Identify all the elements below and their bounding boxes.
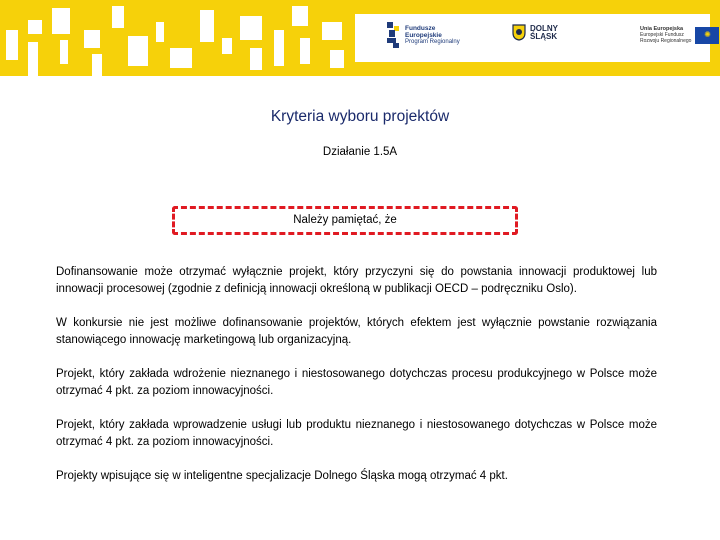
decor-block [28, 42, 38, 76]
fundusze-europejskie-logo [387, 22, 460, 48]
decor-block [200, 10, 214, 42]
notice-box: Należy pamiętać, że [172, 206, 518, 235]
decor-block [28, 20, 42, 34]
paragraph: Projekt, który zakłada wdrożenie nieznanego i niestosowanego dotychczas procesu produkcyjnego w Polsce może otrzymać 4 pkt. za poziom innowacyjności. [56, 368, 657, 397]
decor-block [92, 54, 102, 76]
paragraph: Projekty wpisujące się w inteligentne specjalizacje Dolnego Śląska mogą otrzymać 4 pkt. [56, 470, 508, 482]
paragraph: Dofinansowanie może otrzymać wyłącznie projekt, który przyczyni się do powstania innowacji produktowej lub innowacji procesowej (zgodnie z definicją innowacji określoną w publikacji OECD – podręczniku Oslo). [56, 266, 657, 295]
decor-block [274, 30, 284, 66]
decor-block [84, 30, 100, 48]
fundusze-line1: Fundusze [405, 24, 436, 32]
eu-flag-icon: ✺ [695, 27, 719, 44]
decor-block [300, 38, 310, 64]
dolny-slask-line1: DOLNY [530, 23, 558, 33]
ue-line1: Unia Europejska [640, 26, 684, 32]
dolny-slask-crest-icon [512, 24, 526, 41]
decor-block [222, 38, 232, 54]
body-text [56, 264, 657, 502]
decor-block [240, 16, 262, 40]
fundusze-europejskie-icon [387, 22, 401, 48]
decor-block [6, 30, 18, 60]
dolny-slask-text [530, 25, 558, 41]
fundusze-line2: Europejskie [405, 31, 442, 39]
decor-block [52, 8, 70, 34]
decor-block [112, 6, 124, 28]
paragraph: Projekt, który zakłada wprowadzenie usługi lub produktu nieznanego i niestosowanego dotychczas w Polsce może otrzymać 4 pkt. za poziom innowacyjności. [56, 419, 657, 448]
ue-logo-text [640, 26, 691, 44]
decor-block [156, 22, 164, 42]
decor-block [292, 6, 308, 26]
page-title: Kryteria wyboru projektów [270, 108, 450, 125]
unia-europejska-logo [640, 26, 719, 44]
fundusze-line3: Program Regionalny [405, 38, 460, 45]
dolny-slask-logo [512, 24, 558, 41]
dolny-slask-line2: ŚLĄSK [530, 31, 558, 41]
header-banner [0, 0, 720, 76]
page-subtitle: Działanie 1.5A [322, 146, 398, 158]
decor-block [250, 48, 262, 70]
ue-line2: Europejski Fundusz [640, 32, 684, 38]
decor-block [170, 48, 192, 68]
decor-block [322, 22, 342, 40]
decor-block [330, 50, 344, 68]
fundusze-logo-text [405, 25, 460, 46]
decor-block [128, 36, 148, 66]
decor-block [60, 40, 68, 64]
ue-line3: Rozwoju Regionalnego [640, 38, 692, 44]
paragraph: W konkursie nie jest możliwe dofinansowanie projektów, których efektem jest wyłącznie powstanie rozwiązania stanowiącego innowację marketingową lub organizacyjną. [56, 317, 657, 346]
